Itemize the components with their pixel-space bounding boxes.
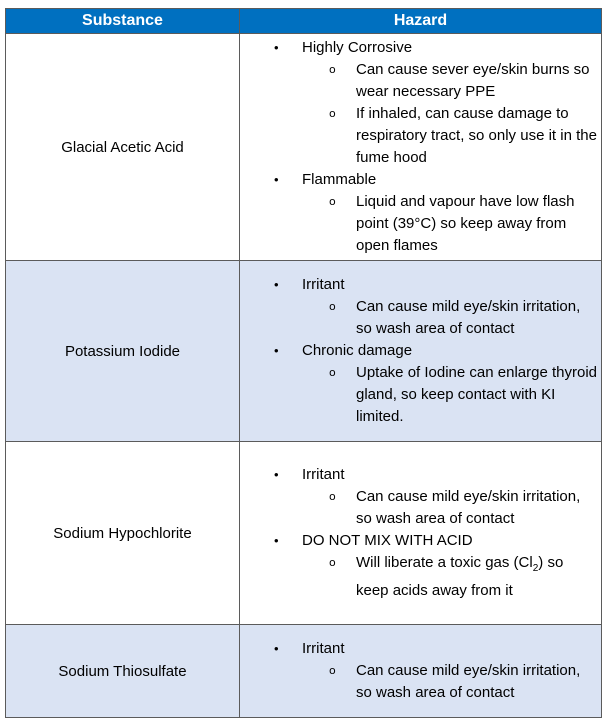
circle-bullet-icon: o xyxy=(329,490,336,503)
bullet-icon: • xyxy=(274,467,279,482)
hazard-detail-list xyxy=(240,552,597,602)
circle-bullet-icon: o xyxy=(329,664,336,677)
substance-cell: Glacial Acetic Acid xyxy=(6,34,240,261)
header-hazard: Hazard xyxy=(240,9,602,34)
header-substance: Substance xyxy=(6,9,240,34)
hazard-cell xyxy=(240,34,602,261)
hazard-list xyxy=(240,638,597,704)
hazard-title: Chronic damage xyxy=(302,342,413,359)
table-row xyxy=(6,625,602,718)
substance-cell: Potassium Iodide xyxy=(6,261,240,442)
hazard-detail: o Can cause mild eye/skin irritation, so wash area of contact xyxy=(329,662,581,701)
hazard-title: Flammable xyxy=(302,171,377,188)
substance-cell: Sodium Thiosulfate xyxy=(6,625,240,718)
hazard-title: Irritant xyxy=(302,640,345,657)
hazard-table xyxy=(5,8,602,718)
hazard-title: Irritant xyxy=(302,276,345,293)
circle-bullet-icon: o xyxy=(329,63,336,76)
hazard-detail-list xyxy=(240,660,597,704)
circle-bullet-icon: o xyxy=(329,107,336,120)
hazard-cell xyxy=(240,261,602,442)
circle-bullet-icon: o xyxy=(329,300,336,313)
bullet-icon: • xyxy=(274,40,279,55)
hazard-item xyxy=(240,530,597,602)
substance-cell: Sodium Hypochlorite xyxy=(6,442,240,625)
hazard-item xyxy=(240,274,597,340)
bullet-icon: • xyxy=(274,172,279,187)
hazard-detail-list xyxy=(240,362,597,428)
hazard-detail-list xyxy=(240,296,597,340)
hazard-detail-list xyxy=(240,59,597,169)
bullet-icon: • xyxy=(274,533,279,548)
hazard-detail: o If inhaled, can cause damage to respiratory tract, so only use it in the fume hood xyxy=(329,105,597,166)
hazard-detail: o Can cause mild eye/skin irritation, so wash area of contact xyxy=(329,488,581,527)
hazard-cell xyxy=(240,442,602,625)
hazard-detail: o Can cause mild eye/skin irritation, so wash area of contact xyxy=(329,298,581,337)
hazard-cell xyxy=(240,625,602,718)
hazard-list xyxy=(240,274,597,428)
bullet-icon: • xyxy=(274,343,279,358)
header-row xyxy=(6,9,602,34)
hazard-title: Highly Corrosive xyxy=(302,39,413,56)
hazard-item xyxy=(240,37,597,169)
hazard-detail: o Will liberate a toxic gas $(Cl_2)$ so keep acids away from it xyxy=(329,554,564,599)
circle-bullet-icon: o xyxy=(329,366,336,379)
circle-bullet-icon: o xyxy=(329,195,336,208)
hazard-detail: o Can cause sever eye/skin burns so wear necessary PPE xyxy=(329,61,590,100)
hazard-list xyxy=(240,37,597,257)
hazard-detail-list xyxy=(240,191,597,257)
hazard-item xyxy=(240,340,597,428)
bullet-icon: • xyxy=(274,277,279,292)
hazard-item xyxy=(240,169,597,257)
table-row xyxy=(6,261,602,442)
circle-bullet-icon: o xyxy=(329,556,336,569)
table-row xyxy=(6,34,602,261)
hazard-list xyxy=(240,464,597,602)
hazard-title: Irritant xyxy=(302,466,345,483)
hazard-detail: o Liquid and vapour have low flash point (39°C) so keep away from open flames xyxy=(329,193,575,254)
bullet-icon: • xyxy=(274,641,279,656)
hazard-detail-list xyxy=(240,486,597,530)
hazard-item xyxy=(240,638,597,704)
hazard-title: DO NOT MIX WITH ACID xyxy=(302,532,473,549)
table-row xyxy=(6,442,602,625)
hazard-item xyxy=(240,464,597,530)
hazard-detail: o Uptake of Iodine can enlarge thyroid gland, so keep contact with KI limited. xyxy=(329,364,597,425)
